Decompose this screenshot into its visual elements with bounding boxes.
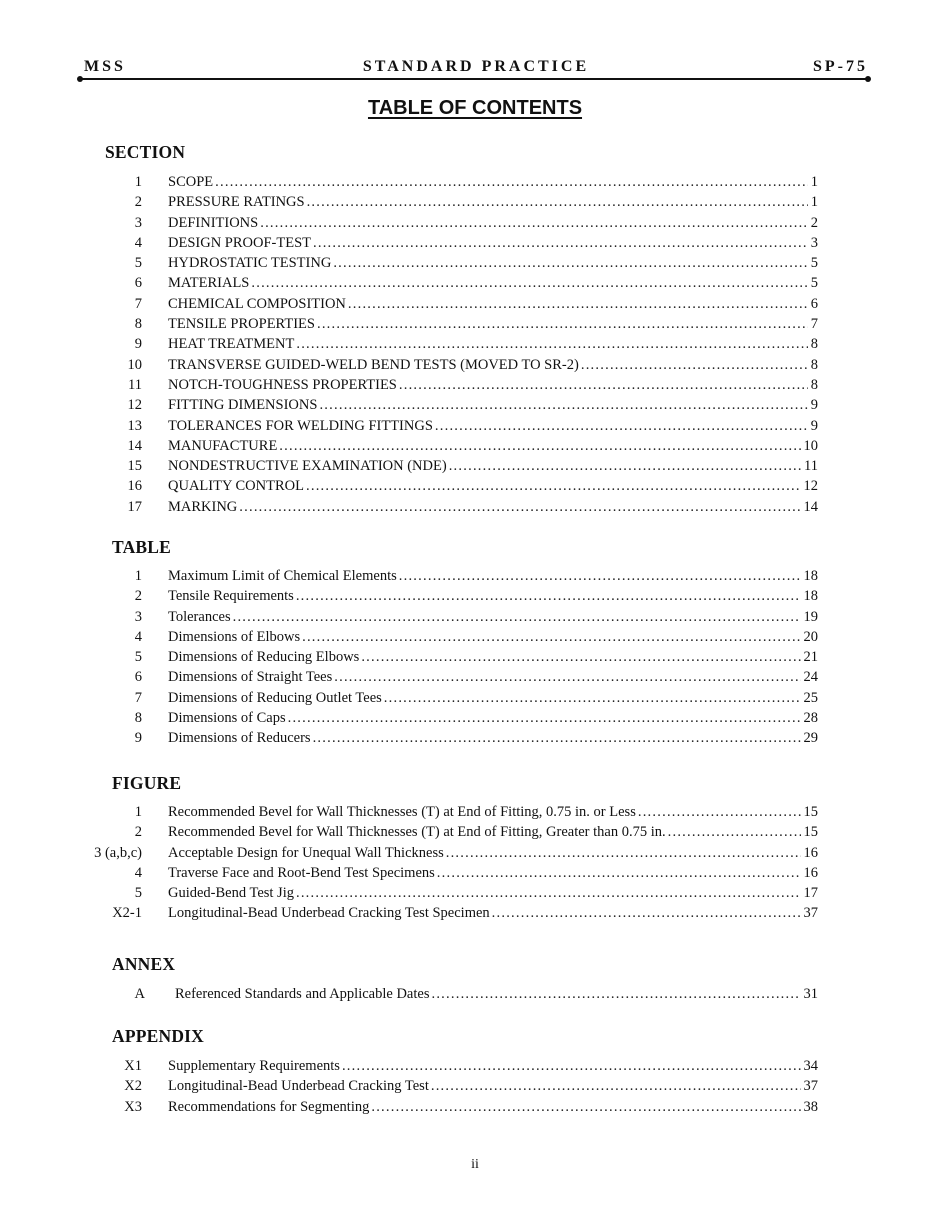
dot-leader	[449, 456, 801, 476]
table-heading: TABLE	[112, 537, 172, 557]
toc-entry-title: Tolerances	[168, 608, 231, 625]
toc-entry-page: 37	[803, 905, 818, 922]
dot-leader	[215, 172, 808, 192]
toc-entry[interactable]	[0, 233, 950, 253]
toc-entry-line	[168, 688, 818, 708]
toc-entry-line	[168, 607, 818, 627]
toc-entry-line	[175, 984, 818, 1004]
toc-entry-line	[168, 822, 818, 842]
toc-entry[interactable]	[0, 883, 950, 903]
toc-entry-title: Guided-Bend Test Jig	[168, 885, 294, 902]
toc-entry-number: 13	[127, 417, 142, 434]
toc-entry[interactable]	[0, 476, 950, 496]
toc-entry-title: TRANSVERSE GUIDED-WELD BEND TESTS (MOVED TO SR-2)	[168, 356, 579, 373]
dot-leader	[638, 802, 801, 822]
toc-entry-page: 38	[803, 1098, 818, 1115]
toc-entry-title: Tensile Requirements	[168, 588, 294, 605]
toc-entry-page: 29	[803, 730, 818, 747]
toc-entry-title: DESIGN PROOF-TEST	[168, 234, 311, 251]
toc-entry-line	[168, 334, 818, 354]
toc-entry-title: Dimensions of Caps	[168, 710, 286, 727]
toc-entry-page: 15	[803, 804, 818, 820]
toc-entry-number: X2	[124, 1078, 142, 1095]
toc-entry[interactable]	[0, 192, 950, 212]
toc-entry-page: 9	[810, 397, 818, 414]
toc-entry[interactable]	[0, 273, 950, 293]
toc-entry[interactable]	[0, 843, 950, 863]
toc-entry-page: 19	[803, 608, 818, 625]
toc-entry-page: 2	[810, 214, 818, 231]
section-heading: SECTION	[105, 142, 186, 162]
toc-entry-number: 8	[134, 710, 142, 727]
toc-entry-page: 18	[803, 568, 818, 584]
toc-entry-page: 8	[810, 336, 818, 353]
dot-leader	[342, 1056, 801, 1076]
toc-entry-page: 7	[810, 316, 818, 333]
toc-entry-page: 15	[803, 824, 818, 841]
toc-entry[interactable]	[0, 863, 950, 883]
toc-entry-number: X3	[124, 1098, 142, 1115]
dot-leader	[492, 903, 801, 923]
toc-entry-line	[168, 1056, 818, 1076]
dot-leader	[288, 708, 801, 728]
toc-entry[interactable]	[0, 395, 950, 415]
toc-entry-line	[168, 667, 818, 687]
toc-entry-title: Recommended Bevel for Wall Thicknesses (T) at End of Fitting, Greater than 0.75 in.	[168, 824, 666, 841]
toc-entry-line	[168, 355, 818, 375]
toc-entry-page: 25	[803, 689, 818, 706]
toc-entry-title: Traverse Face and Root-Bend Test Specimens	[168, 864, 435, 881]
toc-entry[interactable]	[0, 355, 950, 375]
dot-leader	[319, 395, 807, 415]
toc-entry-number: 17	[127, 498, 142, 515]
toc-entry-line	[168, 314, 818, 334]
dot-leader	[581, 355, 808, 375]
toc-entry[interactable]	[0, 213, 950, 233]
toc-entry-title: Longitudinal-Bead Underbead Cracking Test	[168, 1078, 429, 1095]
toc-entry-page: 14	[803, 498, 818, 515]
page-title: TABLE OF CONTENTS	[367, 97, 583, 119]
toc-entry-page: 37	[803, 1078, 818, 1095]
dot-leader	[399, 566, 801, 586]
toc-entry-line	[168, 647, 818, 667]
toc-entry-number: 9	[134, 336, 142, 353]
toc-entry-line	[168, 273, 818, 293]
toc-entry-page: 16	[803, 864, 818, 881]
toc-entry-line	[168, 586, 818, 606]
toc-entry-line	[168, 708, 818, 728]
toc-entry-line	[168, 627, 818, 647]
toc-entry[interactable]	[0, 497, 950, 517]
toc-entry-number: 5	[134, 649, 142, 666]
toc-entry-line	[168, 172, 818, 192]
toc-entry[interactable]	[0, 253, 950, 273]
toc-entry-line	[168, 863, 818, 883]
dot-leader	[437, 863, 801, 883]
dot-leader	[431, 984, 800, 1004]
toc-entry[interactable]	[0, 667, 950, 687]
toc-entry-line	[168, 802, 818, 822]
toc-entry-title: Supplementary Requirements	[168, 1058, 340, 1074]
dot-leader	[361, 647, 800, 667]
toc-entry-line	[168, 497, 818, 517]
header-rule	[80, 78, 868, 80]
dot-leader	[399, 375, 808, 395]
toc-entry-line	[168, 476, 818, 496]
toc-entry-number: 15	[127, 458, 142, 475]
toc-entry[interactable]	[0, 627, 950, 647]
toc-entry-line	[168, 375, 818, 395]
toc-entry-title: Longitudinal-Bead Underbead Cracking Test Specimen	[168, 905, 490, 922]
toc-entry-page: 5	[810, 275, 818, 292]
toc-entry-title: Acceptable Design for Unequal Wall Thickness	[168, 844, 444, 861]
toc-entry-number: 6	[134, 669, 142, 686]
toc-entry[interactable]	[0, 416, 950, 436]
figure-list	[0, 802, 950, 924]
dot-leader	[348, 294, 808, 314]
toc-entry-number: 8	[134, 316, 142, 333]
dot-leader	[317, 314, 808, 334]
toc-entry-title: Recommendations for Segmenting	[168, 1098, 370, 1115]
toc-entry-number: 10	[127, 356, 142, 373]
toc-entry-line	[168, 233, 818, 253]
toc-entry-title: Dimensions of Reducers	[168, 730, 311, 747]
dot-leader	[307, 192, 808, 212]
toc-entry-title: MARKING	[168, 498, 238, 515]
toc-entry-number: 2	[134, 824, 142, 841]
header-document-type: STANDARD PRACTICE	[362, 58, 590, 75]
appendix-heading: APPENDIX	[112, 1026, 205, 1046]
dot-leader	[431, 1076, 801, 1096]
toc-entry-number: 4	[134, 864, 142, 881]
toc-entry-page: 21	[803, 649, 818, 666]
header-organization: MSS	[84, 58, 126, 75]
toc-entry-number: 5	[134, 255, 142, 272]
toc-entry[interactable]	[0, 375, 950, 395]
toc-entry-page: 1	[810, 174, 818, 190]
table-list	[0, 566, 950, 749]
dot-leader	[384, 688, 801, 708]
toc-entry-number: 11	[128, 376, 142, 393]
toc-entry-number: 3 (a,b,c)	[94, 844, 142, 861]
toc-entry-number: 3	[134, 214, 142, 231]
dot-leader	[239, 497, 800, 517]
toc-entry-number: 2	[134, 194, 142, 211]
toc-entry-number: 3	[134, 608, 142, 625]
toc-entry-number: X2-1	[112, 905, 142, 922]
toc-entry-line	[168, 1097, 818, 1117]
toc-entry-title: HEAT TREATMENT	[168, 336, 295, 353]
toc-entry[interactable]	[0, 566, 950, 586]
toc-entry-page: 20	[803, 628, 818, 645]
toc-entry-number: 1	[134, 804, 142, 820]
toc-entry-title: HYDROSTATIC TESTING	[168, 255, 332, 272]
toc-entry-page: 16	[803, 844, 818, 861]
dot-leader	[260, 213, 808, 233]
toc-entry-line	[168, 566, 818, 586]
toc-entry-line	[168, 456, 818, 476]
toc-entry-number: 14	[127, 437, 142, 454]
toc-entry-number: A	[134, 986, 145, 1002]
dot-leader	[334, 667, 800, 687]
toc-entry-page: 24	[803, 669, 818, 686]
toc-entry-page: 18	[803, 588, 818, 605]
toc-entry-number: 7	[134, 689, 142, 706]
toc-entry[interactable]	[0, 728, 950, 748]
toc-entry[interactable]	[0, 456, 950, 476]
dot-leader	[251, 273, 807, 293]
toc-entry-page: 34	[803, 1058, 818, 1074]
dot-leader	[313, 728, 801, 748]
toc-entry-page: 9	[810, 417, 818, 434]
toc-entry[interactable]	[0, 1076, 950, 1096]
dot-leader	[446, 843, 801, 863]
toc-entry-page: 3	[810, 234, 818, 251]
figure-heading: FIGURE	[112, 773, 182, 793]
toc-entry-line	[168, 728, 818, 748]
toc-entry-line	[168, 436, 818, 456]
dot-leader	[296, 334, 807, 354]
toc-entry-title: CHEMICAL COMPOSITION	[168, 295, 346, 312]
toc-entry[interactable]	[0, 1097, 950, 1117]
dot-leader	[296, 883, 801, 903]
toc-entry-title: MANUFACTURE	[168, 437, 278, 454]
toc-entry[interactable]	[0, 172, 950, 192]
toc-entry-number: 5	[134, 885, 142, 902]
toc-entry-title: Dimensions of Reducing Outlet Tees	[168, 689, 382, 706]
toc-entry-title: MATERIALS	[168, 275, 250, 292]
toc-entry[interactable]	[0, 436, 950, 456]
toc-entry[interactable]	[0, 294, 950, 314]
toc-entry-number: 6	[134, 275, 142, 292]
toc-entry-page: 11	[804, 458, 818, 475]
toc-entry-page: 1	[810, 194, 818, 211]
page-header	[84, 58, 868, 78]
toc-entry[interactable]	[0, 607, 950, 627]
dot-leader	[279, 436, 800, 456]
page-number: ii	[471, 1157, 479, 1172]
annex-heading: ANNEX	[112, 954, 176, 974]
toc-entry-number: 1	[134, 174, 142, 190]
toc-entry-page: 5	[810, 255, 818, 272]
toc-entry-line	[168, 883, 818, 903]
toc-entry-title: TENSILE PROPERTIES	[168, 316, 315, 333]
toc-entry-line	[168, 253, 818, 273]
dot-leader	[306, 476, 801, 496]
toc-entry-page: 28	[803, 710, 818, 727]
toc-entry-number: 2	[134, 588, 142, 605]
toc-entry-title: Dimensions of Straight Tees	[168, 669, 333, 686]
toc-entry-page: 10	[803, 437, 818, 454]
toc-entry-line	[168, 1076, 818, 1096]
toc-entry-line	[168, 903, 818, 923]
toc-entry-line	[168, 843, 818, 863]
toc-entry-number: 9	[134, 730, 142, 747]
toc-entry[interactable]	[0, 903, 950, 923]
toc-entry-number: 4	[134, 628, 142, 645]
toc-entry-number: 16	[127, 478, 142, 495]
toc-entry-title: NONDESTRUCTIVE EXAMINATION (NDE)	[168, 458, 447, 475]
toc-entry-title: SCOPE	[168, 174, 214, 190]
toc-entry[interactable]	[0, 586, 950, 606]
toc-entry-line	[168, 192, 818, 212]
toc-entry[interactable]	[0, 708, 950, 728]
toc-entry[interactable]	[0, 334, 950, 354]
toc-entry-page: 31	[803, 986, 818, 1002]
toc-entry-title: Dimensions of Reducing Elbows	[168, 649, 360, 666]
section-list	[0, 172, 950, 517]
toc-entry-title: TOLERANCES FOR WELDING FITTINGS	[168, 417, 433, 434]
toc-entry[interactable]	[0, 822, 950, 842]
toc-entry[interactable]	[0, 1056, 950, 1076]
toc-entry-title: Dimensions of Elbows	[168, 628, 301, 645]
dot-leader	[313, 233, 808, 253]
toc-entry-title: QUALITY CONTROL	[168, 478, 304, 495]
dot-leader	[296, 586, 801, 606]
dot-leader	[302, 627, 800, 647]
header-standard-number: SP-75	[813, 58, 868, 75]
toc-entry-line	[168, 416, 818, 436]
toc-entry-line	[168, 294, 818, 314]
annex-list	[0, 984, 950, 1004]
toc-entry-number: X1	[124, 1058, 142, 1074]
toc-entry-title: Maximum Limit of Chemical Elements	[168, 568, 397, 584]
toc-entry-title: Recommended Bevel for Wall Thicknesses (T) at End of Fitting, 0.75 in. or Less	[168, 804, 636, 820]
toc-entry[interactable]	[0, 984, 950, 1004]
toc-entry-page: 8	[810, 356, 818, 373]
dot-leader	[333, 253, 807, 273]
toc-entry-page: 17	[803, 885, 818, 902]
toc-entry-number: 7	[134, 295, 142, 312]
toc-entry-title: NOTCH-TOUGHNESS PROPERTIES	[168, 376, 397, 393]
dot-leader	[233, 607, 801, 627]
toc-entry-line	[168, 213, 818, 233]
toc-entry[interactable]	[0, 314, 950, 334]
toc-entry-number: 12	[127, 397, 142, 414]
toc-entry[interactable]	[0, 802, 950, 822]
toc-entry-title: FITTING DIMENSIONS	[168, 397, 318, 414]
toc-entry-title: PRESSURE RATINGS	[168, 194, 305, 211]
dot-leader	[435, 416, 808, 436]
dot-leader	[668, 822, 801, 842]
toc-entry[interactable]	[0, 647, 950, 667]
toc-entry-page: 8	[810, 376, 818, 393]
dot-leader	[371, 1097, 800, 1117]
toc-entry-number: 4	[134, 234, 142, 251]
toc-entry-number: 1	[134, 568, 142, 584]
toc-entry-line	[168, 395, 818, 415]
toc-entry-page: 12	[803, 478, 818, 495]
appendix-list	[0, 1056, 950, 1117]
toc-entry-title: Referenced Standards and Applicable Dates	[175, 986, 430, 1002]
toc-entry-title: DEFINITIONS	[168, 214, 259, 231]
toc-entry[interactable]	[0, 688, 950, 708]
toc-entry-page: 6	[810, 295, 818, 312]
